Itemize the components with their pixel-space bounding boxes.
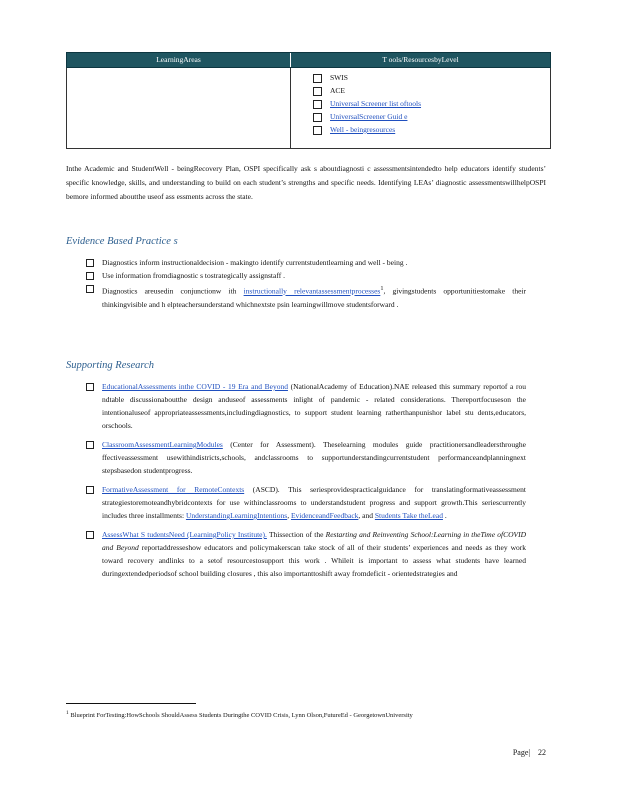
tool-list	[313, 71, 421, 136]
checkbox-icon	[313, 126, 322, 135]
header-learning-areas: LearningAreas	[67, 53, 291, 67]
research-heading: Supporting Research	[66, 360, 154, 371]
page-label: Page|	[512, 748, 530, 757]
table-header	[66, 52, 551, 68]
tools-table	[66, 52, 551, 149]
checkbox-icon	[313, 74, 322, 83]
evidence-heading: Evidence Based Practice s	[66, 236, 178, 247]
checkbox-icon	[86, 441, 94, 449]
universal-screener-guide-link[interactable]: UniversalScreener Guid e	[330, 112, 408, 121]
item-text: ,	[287, 511, 291, 520]
footnote	[66, 708, 546, 721]
item-text: , and	[358, 511, 375, 520]
checkbox-icon	[86, 285, 94, 293]
tool-item-wellbeing	[313, 123, 421, 136]
item-text: reportaddresseshow educators and policymakerscan take stock of all of their students’ experiences and needs as they work toward recovery andlinks to a setof resourcestosupport this work . Whileit is important to assess what students have learned duringextendedperiodsof school building closures , this also importanttoshift away fromdeficit - orientedstrategies and	[102, 543, 526, 578]
footnote-ref[interactable]: 1	[380, 285, 384, 292]
footnote-divider	[66, 703, 196, 704]
research-list	[86, 380, 526, 580]
list-item	[86, 380, 526, 432]
page-number	[513, 748, 546, 757]
bullet-text-before: Diagnostics areusedin conjunctionw ith	[102, 286, 244, 296]
item-text: .	[442, 511, 447, 520]
tool-label: SWIS	[330, 73, 348, 82]
checkbox-icon	[86, 486, 94, 494]
assessment-processes-link[interactable]: instructionally relevantassessmentprocesses	[243, 286, 381, 296]
list-item	[86, 438, 526, 477]
assess-what-students-need-link[interactable]: AssessWhat S tudentsNeed (LearningPolicy Institute).	[102, 530, 267, 539]
checkbox-icon	[86, 272, 94, 280]
header-tools-resources: T ools/ResourcesbyLevel	[382, 55, 459, 64]
tool-item-ace	[313, 84, 421, 97]
list-item	[86, 256, 526, 269]
checkbox-icon	[313, 113, 322, 122]
bullet-text-after: , givingstudents opportunitiestomake their thinkingvisible and h elpteachersunderstand whichnextste psin learningwillmove studentsforward .	[102, 286, 526, 309]
checkbox-icon	[313, 87, 322, 96]
bullet-text: Use information fromdiagnostic s tostrategically assignstaff .	[102, 271, 285, 280]
tool-label: ACE	[330, 86, 345, 95]
evidence-list	[86, 256, 526, 311]
tool-item-universal-screener-guide	[313, 110, 421, 123]
page-number-value: 22	[538, 748, 546, 757]
list-item	[86, 483, 526, 522]
table-row	[66, 68, 551, 149]
footnote-text: Blueprint ForTesting:HowSchools ShouldAssess Students Duringthe COVID Crisis, Lynn Olson,FutureEd - GeorgetownUniversity	[68, 712, 413, 720]
report-title: Restarting and Reinventing School:Learning in theTime ofCOVID and Beyond	[102, 530, 526, 552]
list-item	[86, 269, 526, 282]
item-text: (NationalAcademy of Education).NAE released this summary reportof a rou ndtable discussionaboutthe design anduseof assessments inlight of pandemic - related considerations. Thereportfocuseson the intentionaluseof appropriateassessments,includingdiagnostics, to support student learning ratherthanpunishor label stu dents,educators, orschools.	[102, 382, 527, 430]
tool-item-universal-screener-list	[313, 97, 421, 110]
universal-screener-list-link[interactable]: Universal Screener list oftools	[330, 99, 422, 108]
footnote-number: 1	[66, 710, 69, 716]
checkbox-icon	[86, 383, 94, 391]
tool-item-swis	[313, 71, 421, 84]
checkbox-icon	[86, 259, 94, 267]
wellbeing-resources-link[interactable]: Well - beingresources	[330, 125, 396, 134]
formative-assessment-link[interactable]: FormativeAssessment for RemoteContexts	[102, 485, 245, 494]
column-divider	[290, 68, 291, 148]
list-item	[86, 528, 526, 580]
checkbox-icon	[86, 531, 94, 539]
educational-assessments-link[interactable]: EducationalAssessments inthe COVID - 19 Era and Beyond	[102, 382, 288, 391]
intro-paragraph: Inthe Academic and StudentWell - beingRecovery Plan, OSPI specifically ask s aboutdiagnosti c assessmentsintendedto help educators identify students’ specific knowledge, skills, and understanding to build on each student’s strengths and specific needs. Identifying LEAs’ diagnostic assessmentswillhelpOSPI bemore informed aboutthe useof ass essments across the state.	[66, 164, 546, 201]
checkbox-icon	[313, 100, 322, 109]
item-text: Thissection of the	[266, 530, 326, 539]
classroom-assessment-link[interactable]: ClassroomAssessmentLearningModules	[102, 440, 223, 449]
evidence-feedback-link[interactable]: EvidenceandFeedback	[290, 511, 359, 520]
list-item	[86, 282, 526, 311]
bullet-text: Diagnostics inform instructionaldecision - makingto identify currentstudentlearning and well - being .	[102, 258, 408, 267]
item-text: (Center for Assessment). Theselearning modules guide practitionersandleadersthroughe ffectiveassessment usewithindistricts,schools, andclassrooms to supportunderstandingcurrentstudent performanceandplanningnext stepsbasedon studentprogress.	[102, 440, 526, 475]
item-text: (ASCD). This seriesprovidespracticalguidance for translatingformativeassessment strategiestoremoteandhybridcontexts for use withinclassrooms to understandstudent progress and support growth.This seriescurrently includes three installments:	[102, 485, 526, 520]
learning-intentions-link[interactable]: UnderstandingLearningIntentions	[185, 511, 288, 520]
students-take-lead-link[interactable]: Students Take theLead	[374, 511, 443, 520]
